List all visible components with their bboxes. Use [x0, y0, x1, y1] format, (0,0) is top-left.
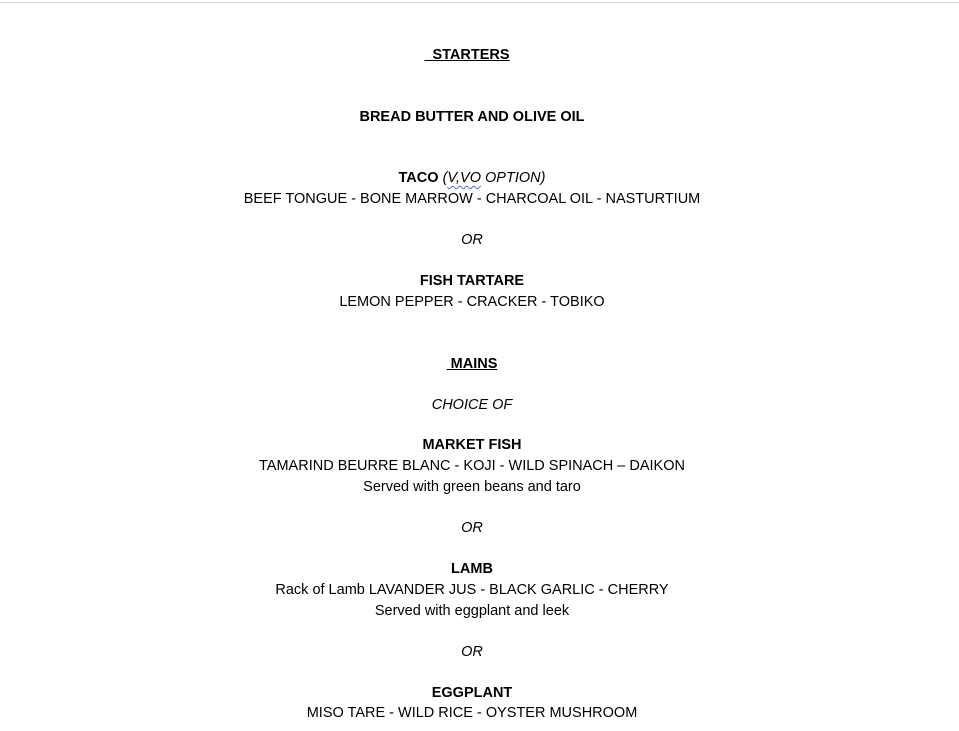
choice-of-label: CHOICE OF: [431, 397, 513, 413]
mains-heading-text: MAINS: [450, 356, 498, 372]
eggplant-title: EGGPLANT: [431, 685, 513, 701]
taco-title: [0, 168, 944, 188]
starters-heading-text: STARTERS: [432, 47, 510, 63]
bread-item: BREAD BUTTER AND OLIVE OIL: [359, 109, 585, 125]
taco-option-open: (: [442, 170, 448, 186]
or-divider-1: OR: [461, 232, 483, 248]
taco-description: BEEF TONGUE - BONE MARROW - CHARCOAL OIL - NASTURTIUM: [243, 191, 701, 207]
market-fish-description: TAMARIND BEURRE BLANC - KOJI - WILD SPINACH – DAIKON: [259, 458, 685, 474]
taco-option-close: OPTION): [481, 170, 546, 186]
taco-option: [443, 170, 546, 186]
eggplant-description: MISO TARE - WILD RICE - OYSTER MUSHROOM: [306, 705, 638, 721]
market-fish-served-with: Served with green beans and taro: [363, 479, 581, 495]
lamb-description: Rack of Lamb LAVANDER JUS - BLACK GARLIC - CHERRY: [275, 582, 669, 598]
mains-heading: [0, 354, 944, 374]
fish-tartare-description: LEMON PEPPER - CRACKER - TOBIKO: [339, 294, 605, 310]
lamb-served-with: Served with eggplant and leek: [374, 603, 570, 619]
or-divider-3: OR: [461, 644, 483, 660]
starters-heading: [0, 45, 939, 65]
taco-option-spellcheck: V,VO: [447, 170, 481, 186]
lamb-title: LAMB: [451, 561, 493, 577]
taco-name: TACO: [398, 170, 439, 186]
or-divider-2: OR: [461, 520, 483, 536]
page-top-border: [0, 2, 959, 3]
market-fish-title: MARKET FISH: [422, 437, 522, 453]
fish-tartare-title: FISH TARTARE: [419, 273, 525, 289]
